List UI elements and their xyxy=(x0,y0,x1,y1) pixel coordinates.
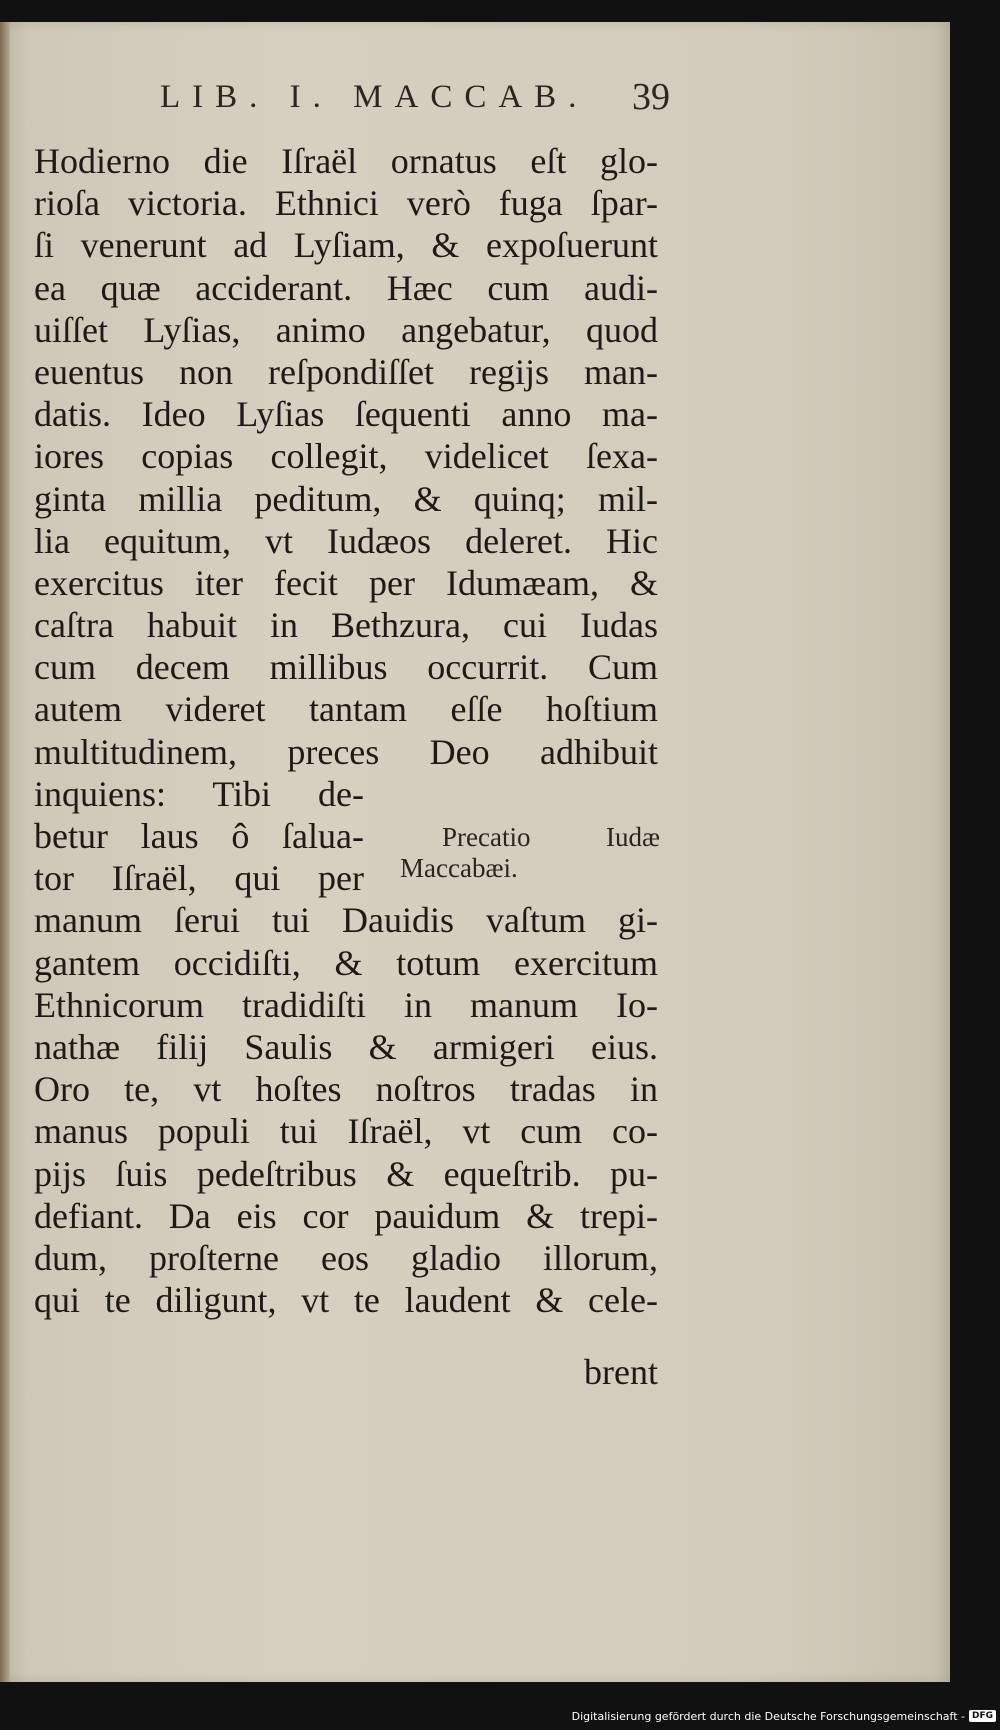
book-page xyxy=(0,22,950,1682)
catchword: brent xyxy=(584,1352,658,1392)
running-title: LIB. I. MACCAB. xyxy=(160,78,589,115)
text-line: betur laus ô ſalua- xyxy=(34,816,364,856)
text-line: ginta millia peditum, & quinq; mil- xyxy=(34,478,658,519)
text-line: caſtra habuit in Bethzura, cui Iudas xyxy=(34,605,658,646)
text-line: tor Iſraël, qui per xyxy=(34,858,364,899)
page-number: 39 xyxy=(632,76,670,118)
text-line: ſi venerunt ad Lyſiam, & expoſuerunt xyxy=(34,225,658,266)
text-line: rioſa victoria. Ethnici verò fuga ſpar- xyxy=(34,183,658,224)
body-text xyxy=(34,140,658,1321)
text-line: Hodierno die Iſraël ornatus eſt glo- xyxy=(34,141,658,181)
text-line: pijs ſuis pedeſtribus & equeſtrib. pu- xyxy=(34,1153,658,1194)
page-edge xyxy=(0,22,10,1682)
text-line: cum decem millibus occurrit. Cum xyxy=(34,647,658,688)
marginal-note-line: Precatio Iudæ xyxy=(442,822,660,852)
text-line: autem videret tantam eſſe hoſtium xyxy=(34,689,658,730)
text-line: exercitus iter fecit per Idumæam, & xyxy=(34,562,658,603)
text-line: uiſſet Lyſias, animo angebatur, quod xyxy=(34,309,658,350)
dfg-logo-icon: DFG xyxy=(969,1710,996,1722)
text-line: dum, proſterne eos gladio illorum, xyxy=(34,1237,658,1278)
text-line: gantem occidiſti, & totum exercitum xyxy=(34,942,658,983)
text-line: euentus non reſpondiſſet regijs man- xyxy=(34,351,658,392)
text-line: qui te diligunt, vt te laudent & cele- xyxy=(34,1280,658,1321)
text-line: multitudinem, preces Deo adhibuit xyxy=(34,731,658,772)
text-line: inquiens: Tibi de- xyxy=(34,773,364,814)
text-line: manus populi tui Iſraël, vt cum co- xyxy=(34,1111,658,1152)
text-line: datis. Ideo Lyſias ſequenti anno ma- xyxy=(34,394,658,435)
text-line: defiant. Da eis cor pauidum & trepi- xyxy=(34,1195,658,1236)
text-line: ea quæ acciderant. Hæc cum audi- xyxy=(34,267,658,308)
text-line: iores copias collegit, videlicet ſexa- xyxy=(34,436,658,477)
text-line: manum ſerui tui Dauidis vaſtum gi- xyxy=(34,900,658,941)
marginal-note-line: Maccabæi. xyxy=(400,853,518,883)
narrow-column xyxy=(34,773,364,900)
marginal-note xyxy=(400,822,660,884)
text-line: lia equitum, vt Iudæos deleret. Hic xyxy=(34,520,658,561)
text-line: nathæ filij Saulis & armigeri eius. xyxy=(34,1026,658,1067)
text-line: Ethnicorum tradidiſti in manum Io- xyxy=(34,984,658,1025)
digitization-credit xyxy=(572,1708,996,1724)
running-header xyxy=(160,77,670,117)
credit-text: Digitalisierung gefördert durch die Deutsche Forschungsgemeinschaft - xyxy=(571,1709,965,1723)
text-line: Oro te, vt hoſtes noſtros tradas in xyxy=(34,1069,658,1110)
